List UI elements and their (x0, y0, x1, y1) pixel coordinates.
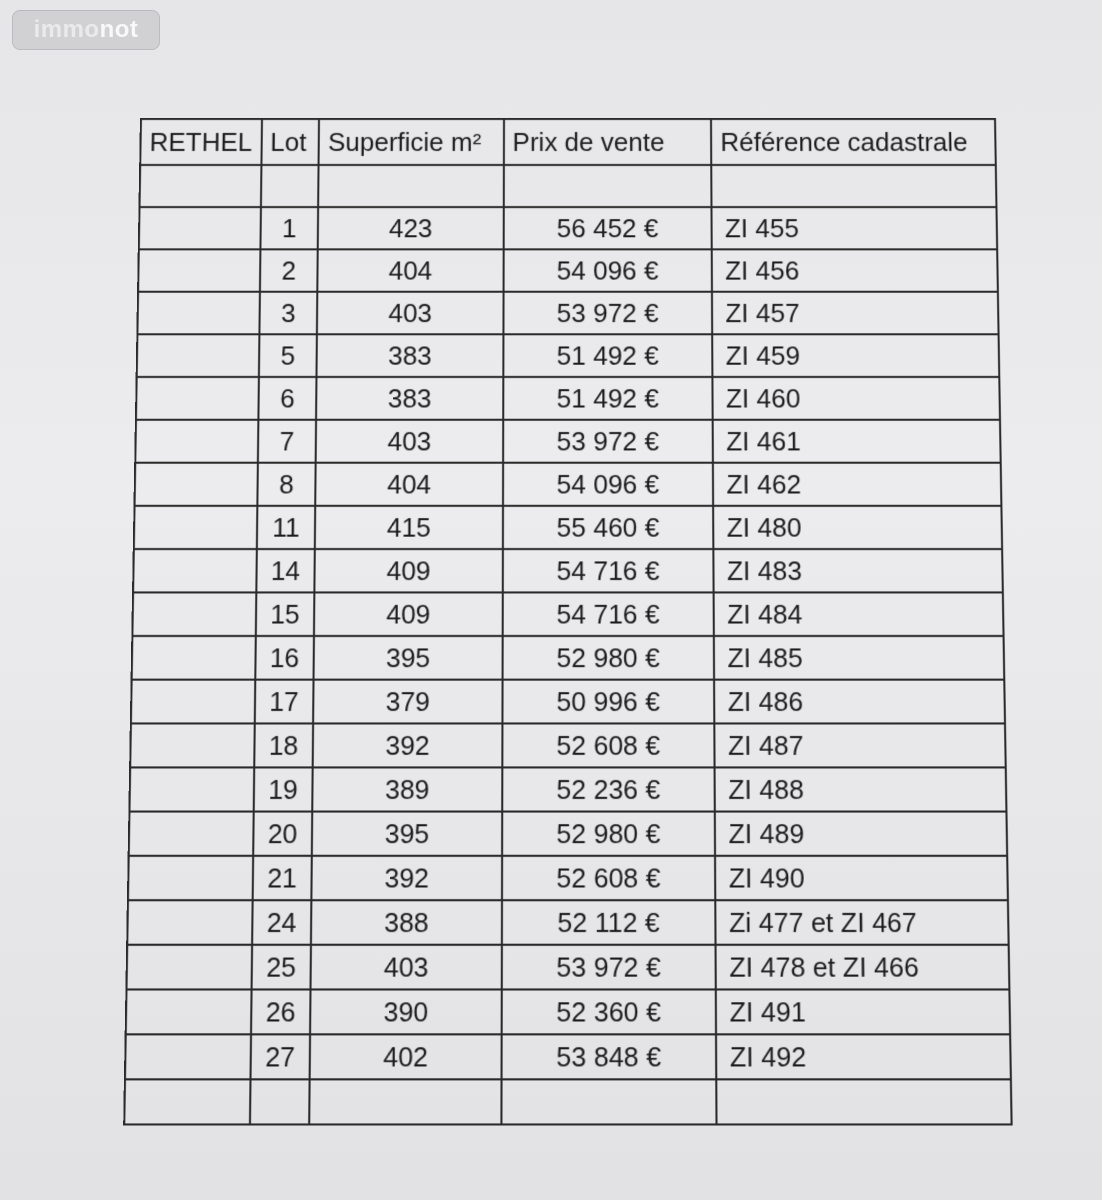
cell-reference: ZI 486 (714, 680, 1005, 724)
empty-row (140, 165, 997, 207)
cell-prix: 56 452 € (503, 207, 712, 249)
cell-prix: 52 608 € (502, 723, 715, 767)
cell-lot: 3 (259, 292, 317, 335)
cell-rethel (127, 900, 252, 945)
cell-rethel (125, 1034, 251, 1079)
cell-reference: ZI 492 (716, 1034, 1011, 1079)
cell-lot: 5 (258, 334, 317, 377)
cell-superficie: 403 (311, 945, 502, 990)
cell-lot: 6 (258, 377, 317, 420)
cell-reference: ZI 487 (714, 723, 1005, 767)
cell-prix: 51 492 € (503, 377, 713, 420)
cell-rethel (135, 463, 258, 506)
cell-prix: 53 972 € (503, 420, 713, 463)
cell-lot: 20 (253, 812, 313, 856)
cell-rethel (131, 680, 255, 724)
table-row (138, 249, 998, 291)
header-lot: Lot (261, 119, 319, 165)
cell-prix: 53 848 € (501, 1034, 716, 1079)
table-row (129, 812, 1007, 856)
cell-lot: 21 (252, 856, 312, 900)
cell-superficie: 383 (316, 377, 503, 420)
cell-prix: 54 096 € (503, 249, 712, 291)
cell-lot: 16 (255, 636, 314, 680)
table-row (127, 900, 1008, 945)
cell-reference: ZI 460 (713, 377, 1000, 420)
cell-reference: ZI 462 (713, 463, 1001, 506)
cell-rethel (130, 723, 254, 767)
cell-lot: 19 (253, 767, 313, 811)
cell-rethel (136, 377, 259, 420)
table-row (130, 723, 1006, 767)
table-row (131, 680, 1005, 724)
cell-reference: ZI 480 (713, 506, 1002, 549)
cell-reference: ZI 491 (716, 989, 1010, 1034)
cell-superficie: 392 (313, 723, 502, 767)
cell-prix: 52 112 € (501, 900, 715, 945)
table-row (139, 207, 997, 249)
cell-rethel (126, 989, 251, 1034)
table-row (126, 945, 1009, 990)
cell-lot: 24 (252, 900, 312, 945)
cell-superficie: 390 (310, 989, 501, 1034)
cell-reference: ZI 485 (714, 636, 1004, 680)
cell-rethel (133, 549, 256, 592)
cell-rethel (137, 334, 259, 377)
header-superficie: Superficie m² (319, 119, 504, 165)
header-prix: Prix de vente (503, 119, 711, 165)
cell-superficie: 404 (315, 463, 502, 506)
cell-superficie: 392 (312, 856, 502, 900)
table-row (126, 989, 1010, 1034)
cell-superficie: 415 (315, 506, 503, 549)
empty-row (124, 1079, 1011, 1124)
cell-lot: 2 (259, 249, 317, 291)
cell-rethel (134, 506, 257, 549)
cell-reference: ZI 484 (714, 592, 1004, 636)
cell-prix: 52 360 € (501, 989, 716, 1034)
table-row (134, 506, 1002, 549)
cell-superficie: 404 (317, 249, 503, 291)
table-row (132, 636, 1005, 680)
cell-rethel (132, 592, 256, 636)
cell-superficie: 423 (318, 207, 503, 249)
cell-superficie: 383 (317, 334, 503, 377)
table-row (132, 592, 1003, 636)
cell-prix: 52 236 € (502, 767, 715, 811)
cell-reference: ZI 490 (715, 856, 1008, 900)
cell-rethel (129, 767, 253, 811)
cell-rethel (139, 207, 261, 249)
cell-reference: ZI 457 (712, 292, 998, 335)
cell-prix: 54 096 € (503, 463, 714, 506)
table-row (136, 377, 1000, 420)
table-row (135, 463, 1002, 506)
table-body (124, 165, 1011, 1125)
cell-superficie: 389 (312, 767, 502, 811)
table-row (135, 420, 1000, 463)
table-row (128, 856, 1008, 900)
table-row (129, 767, 1006, 811)
cell-rethel (126, 945, 251, 990)
cell-lot: 18 (254, 723, 313, 767)
table-header-row (140, 119, 996, 165)
cell-lot: 25 (251, 945, 311, 990)
cell-prix: 53 972 € (501, 945, 716, 990)
lots-table (123, 118, 1013, 1126)
cell-rethel (129, 812, 254, 856)
cell-reference: ZI 455 (712, 207, 998, 249)
immonot-watermark-logo (12, 10, 160, 50)
header-reference: Référence cadastrale (711, 119, 996, 165)
cell-prix: 54 716 € (502, 592, 714, 636)
cell-prix: 52 980 € (502, 636, 714, 680)
table-row (137, 292, 998, 335)
cell-lot: 1 (260, 207, 318, 249)
cell-superficie: 379 (313, 680, 502, 724)
cell-superficie: 409 (315, 549, 503, 592)
cell-superficie: 395 (314, 636, 503, 680)
cell-reference: ZI 478 et ZI 466 (716, 945, 1010, 990)
cell-prix: 55 460 € (502, 506, 713, 549)
table-row (125, 1034, 1011, 1079)
document-sheet (124, 118, 1017, 1091)
cell-superficie: 395 (312, 812, 502, 856)
cell-reference: ZI 459 (712, 334, 999, 377)
cell-prix: 51 492 € (503, 334, 713, 377)
cell-rethel (132, 636, 256, 680)
cell-superficie: 403 (316, 420, 503, 463)
cell-reference: ZI 488 (715, 767, 1007, 811)
cell-prix: 54 716 € (502, 549, 713, 592)
cell-reference: ZI 456 (712, 249, 998, 291)
cell-lot: 14 (256, 549, 315, 592)
cell-superficie: 403 (317, 292, 503, 335)
cell-lot: 17 (254, 680, 313, 724)
cell-superficie: 409 (314, 592, 502, 636)
cell-lot: 11 (256, 506, 315, 549)
cell-reference: Zi 477 et ZI 467 (715, 900, 1008, 945)
cell-rethel (135, 420, 258, 463)
cell-prix: 53 972 € (503, 292, 712, 335)
cell-rethel (137, 292, 259, 335)
cell-reference: ZI 461 (713, 420, 1001, 463)
cell-lot: 26 (251, 989, 311, 1034)
cell-prix: 50 996 € (502, 680, 714, 724)
cell-superficie: 388 (311, 900, 501, 945)
table-row (137, 334, 1000, 377)
cell-rethel (128, 856, 253, 900)
table-row (133, 549, 1003, 592)
cell-lot: 15 (255, 592, 314, 636)
header-rethel: RETHEL (140, 119, 261, 165)
cell-prix: 52 980 € (502, 812, 716, 856)
cell-reference: ZI 483 (714, 549, 1003, 592)
cell-prix: 52 608 € (502, 856, 716, 900)
cell-rethel (138, 249, 260, 291)
watermark-part1: immo (33, 16, 100, 43)
cell-superficie: 402 (310, 1034, 501, 1079)
watermark-part2: not (99, 16, 139, 43)
cell-lot: 7 (257, 420, 316, 463)
cell-lot: 8 (257, 463, 316, 506)
cell-reference: ZI 489 (715, 812, 1007, 856)
cell-lot: 27 (250, 1034, 310, 1079)
